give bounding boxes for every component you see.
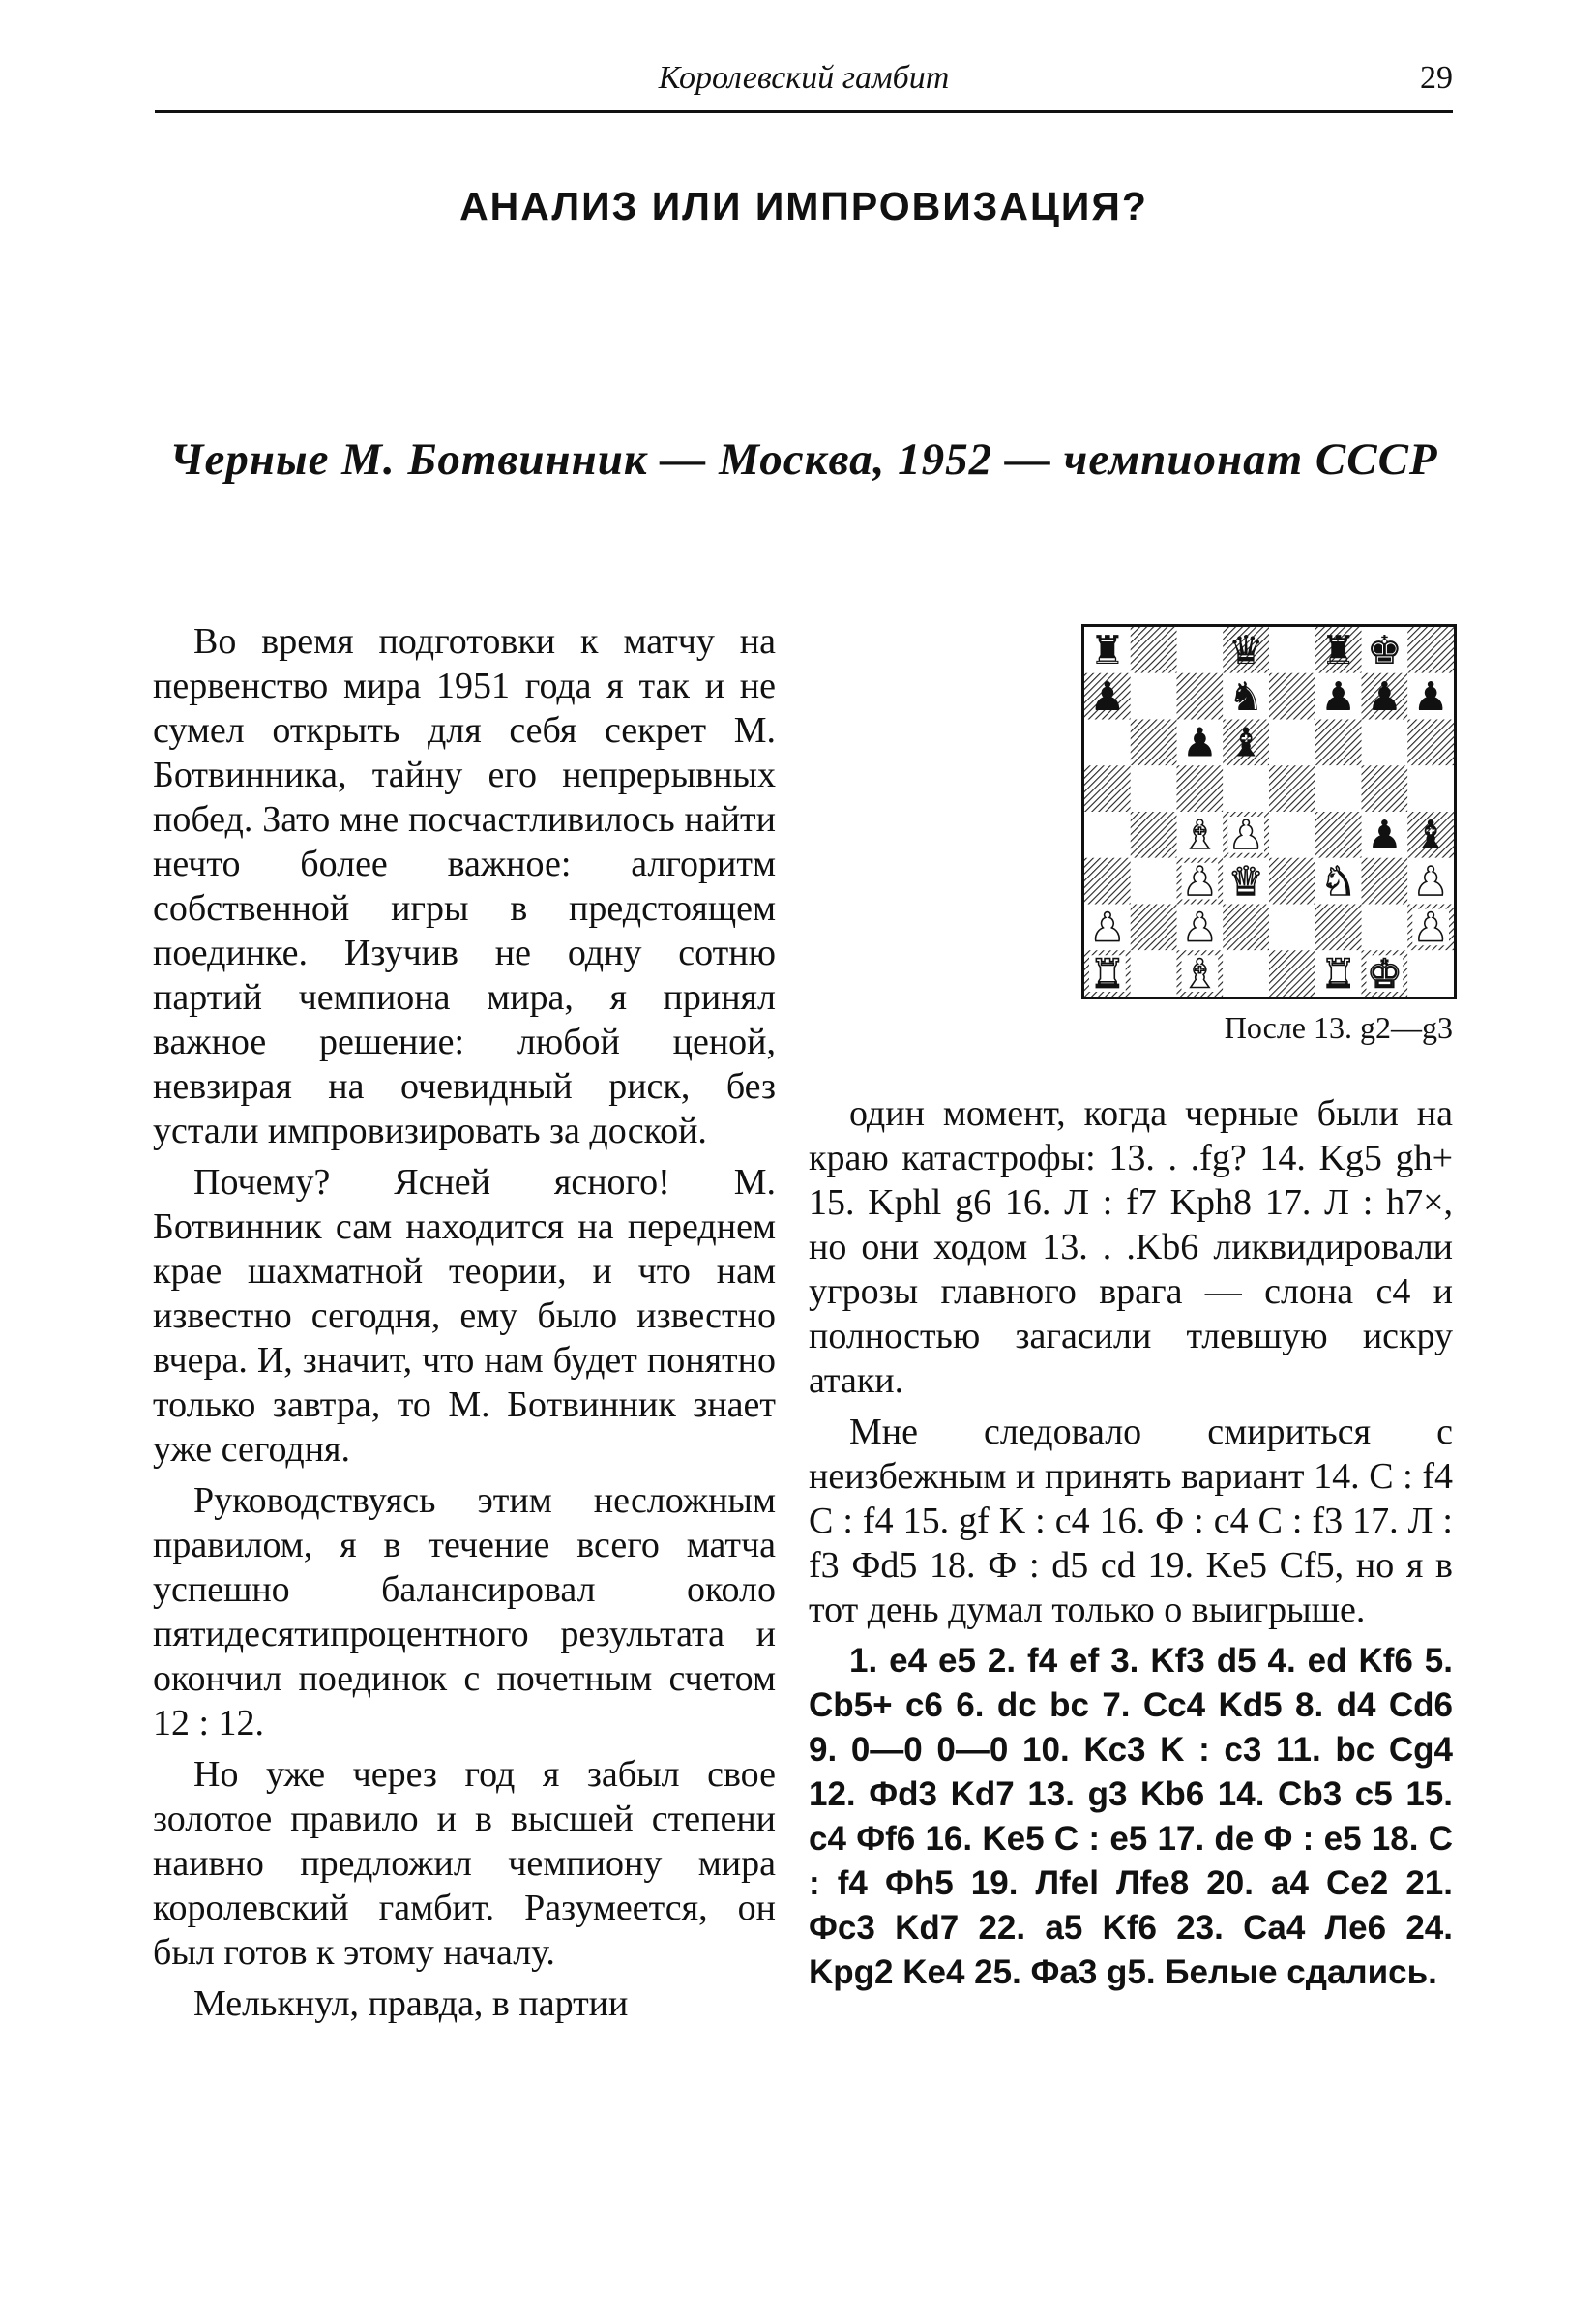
white-rook-icon: ♜ [1089,950,1126,997]
board-square-a3 [1084,858,1131,905]
board-square-c5 [1177,765,1224,812]
black-pawn-icon: ♟ [1320,672,1357,720]
black-pawn-icon: ♟ [1366,812,1403,859]
chess-diagram [1081,624,1457,999]
board-square-g6 [1362,720,1408,766]
board-square-b4 [1131,812,1177,858]
board-square-d2 [1223,905,1269,951]
board-square-g3 [1362,858,1408,905]
white-pawn-icon: ♟ [1181,857,1218,905]
board-square-e6 [1269,720,1315,766]
game-heading: Черные М. Ботвинник — Москва, 1952 — чемпионат СССР [169,434,1438,485]
board-square-c7 [1177,673,1224,720]
paragraph: Но уже через год я забыл свое золотое правило и в высшей степени наивно предложил чемпиону мира королевский гамбит. Разумеется, он был готов к этому началу. [153,1754,776,1973]
board-square-e5 [1269,765,1315,812]
board-square-f2 [1315,905,1362,951]
white-bishop-icon: ♝ [1181,950,1218,997]
white-pawn-icon: ♟ [1227,812,1264,859]
white-queen-icon: ♛ [1227,857,1264,905]
paragraph: Руководствуясь этим несложным правилом, я в течение всего матча успешно балансировал около пятидесятипроцентного результата и окончил поединок с почетным счетом 12 : 12. [153,1480,776,1743]
board-square-e3 [1269,858,1315,905]
paragraph: Во время подготовки к матчу на первенство мира 1951 года я так и не сумел открыть для себя секрет М. Ботвинника, тайну его непрерывных побед. Зато мне посчастливилось найти нечто более важное: алгоритм собственной игры в предстоящем поединке. Изучив не одну сотню партий чемпиона мира, я принял важное решение: любой ценой, невзирая на очевидный риск, без устали импровизировать за доской. [153,621,776,1151]
diagram-caption: После 13. g2—g3 [1224,1010,1453,1045]
board-square-e2 [1269,905,1315,951]
header-rule [155,110,1453,113]
board-square-a6 [1084,720,1131,766]
running-head [155,60,1453,108]
black-queen-icon: ♛ [1227,627,1264,674]
board-square-e1 [1269,950,1315,997]
paragraph: Почему? Ясней ясного! М. Ботвинник сам находится на переднем крае шахматной теории, и что нам известно сегодня, ему было известно вчера. И, значит, что нам будет понятно только завтра, то М. Ботвинник знает уже сегодня. [153,1162,776,1470]
game-moves: 1. e4 e5 2. f4 ef 3. Kf3 d5 4. ed Kf6 5. Cb5+ c6 6. dc bc 7. Cc4 Kd5 8. d4 Cd6 9. 0—0 0—0 10. Kc3 K : c3 11. bc Cg4 12. Фd3 Kd7 13. g3 Kb6 14. Cb3 c5 15. c4 Фf6 16. Ke5 C : e5 17. de Ф : e5 18. C : f4 Фh5 19. Лfel Лfe8 20. a4 Ce2 21. Фc3 Kd7 22. a5 Kf6 23. Ca4 Лe6 24. Kpg2 Ke4 25. Фa3 g5. Белые сдались. [809,1642,1453,1991]
black-knight-icon: ♞ [1227,672,1264,720]
board-square-a5 [1084,765,1131,812]
paragraph: один момент, когда черные были на краю катастрофы: 13. . .fg? 14. Kg5 gh+ 15. Kphl g6 16. Л : f7 Kph8 17. Л : h7×, но они ходом 13. . .Kb6 ликвидировали угрозы главного врага — слона c4 и полностью загасили тлевшую искру атаки. [809,1093,1453,1401]
board-square-g2 [1362,905,1408,951]
black-king-icon: ♚ [1366,627,1403,674]
white-pawn-icon: ♟ [1181,904,1218,951]
board-square-b8 [1131,627,1177,673]
page-number: 29 [1420,60,1453,96]
white-knight-icon: ♞ [1320,857,1357,905]
black-bishop-icon: ♝ [1227,719,1264,766]
board-square-h6 [1407,720,1454,766]
chess-board [1084,627,1454,997]
white-rook-icon: ♜ [1320,950,1357,997]
board-square-d1 [1223,950,1269,997]
board-square-f6 [1315,720,1362,766]
board-square-e4 [1269,812,1315,858]
white-king-icon: ♚ [1366,950,1403,997]
board-square-e7 [1269,673,1315,720]
left-column [153,619,776,2026]
right-column [809,1091,1453,1995]
board-square-h5 [1407,765,1454,812]
black-rook-icon: ♜ [1320,627,1357,674]
chapter-title: АНАЛИЗ ИЛИ ИМПРОВИЗАЦИЯ? [459,184,1148,228]
running-title: Королевский гамбит [658,60,950,96]
black-pawn-icon: ♟ [1366,672,1403,720]
board-square-c8 [1177,627,1224,673]
board-square-f5 [1315,765,1362,812]
board-square-b3 [1131,858,1177,905]
black-pawn-icon: ♟ [1089,672,1126,720]
white-pawn-icon: ♟ [1412,857,1449,905]
white-bishop-icon: ♝ [1181,812,1218,859]
board-square-b2 [1131,905,1177,951]
board-square-b1 [1131,950,1177,997]
black-rook-icon: ♜ [1089,627,1126,674]
paragraph: Мне следовало смириться с неизбежным и принять вариант 14. С : f4 С : f4 15. gf K : c4 16. Ф : c4 С : f3 17. Л : f3 Фd5 18. Ф : d5 cd 19. Ke5 Cf5, но я в тот день думал только о выигрыше. [809,1412,1453,1630]
board-square-g5 [1362,765,1408,812]
paragraph: Мелькнул, правда, в партии [193,1983,629,2024]
board-square-a4 [1084,812,1131,858]
board-square-f4 [1315,812,1362,858]
board-square-h8 [1407,627,1454,673]
board-square-b7 [1131,673,1177,720]
black-pawn-icon: ♟ [1181,719,1218,766]
white-pawn-icon: ♟ [1412,904,1449,951]
black-bishop-icon: ♝ [1412,812,1449,859]
board-square-d5 [1223,765,1269,812]
white-pawn-icon: ♟ [1089,904,1126,951]
board-square-b5 [1131,765,1177,812]
black-pawn-icon: ♟ [1412,672,1449,720]
board-square-e8 [1269,627,1315,673]
board-square-b6 [1131,720,1177,766]
board-square-h1 [1407,950,1454,997]
